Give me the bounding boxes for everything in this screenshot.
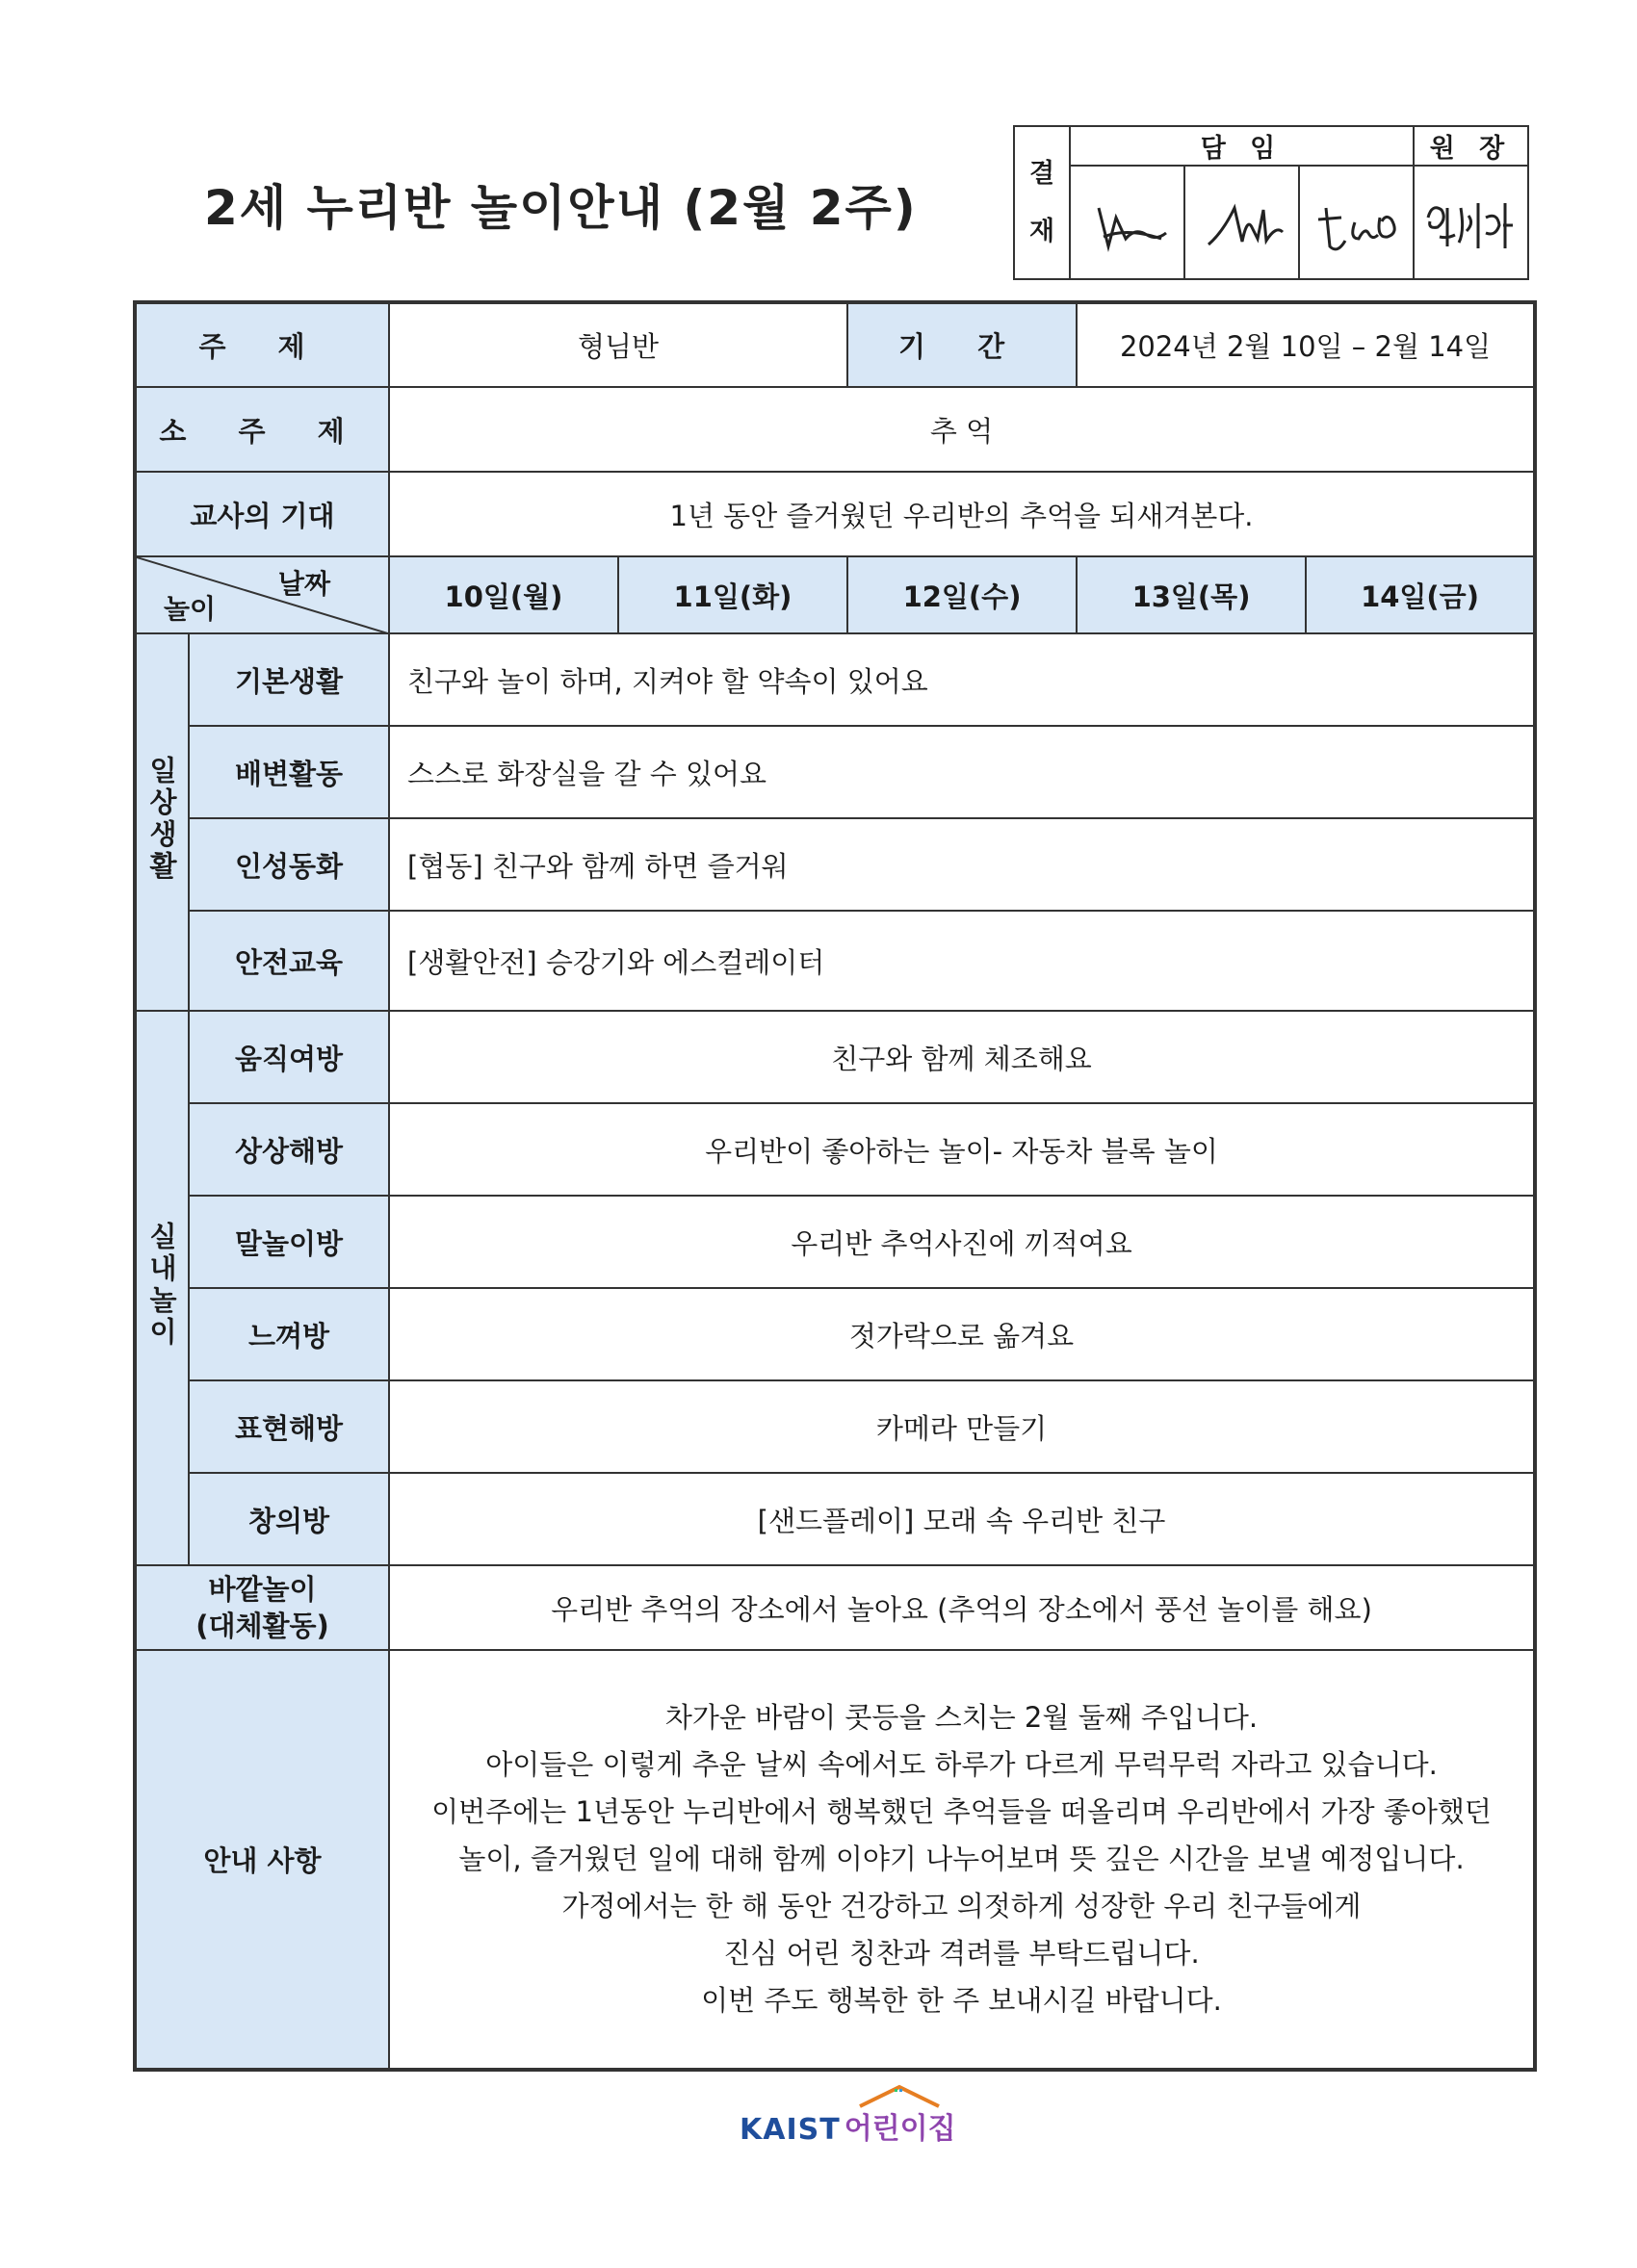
notice-line: 놀이, 즐거웠던 일에 대해 함께 이야기 나누어보며 뜻 깊은 시간을 보낼 예정입니다. — [458, 1843, 1465, 1875]
row-value: 친구와 놀이 하며, 지켜야 할 약속이 있어요 — [389, 633, 1535, 726]
subtheme-value: 추 억 — [389, 387, 1535, 472]
row-value: 우리반 추억사진에 끼적여요 — [389, 1196, 1535, 1288]
row-label: 움직여방 — [189, 1011, 389, 1103]
row-value: 스스로 화장실을 갈 수 있어요 — [389, 726, 1535, 818]
approval-box — [1013, 125, 1529, 280]
teacher-expectation-value: 1년 동안 즐거웠던 우리반의 추억을 되새겨본다. — [389, 472, 1535, 556]
teacher-expectation-label: 교사의 기대 — [135, 472, 389, 556]
weekly-plan-table — [133, 300, 1537, 2072]
approval-side-label-2: 재 — [1028, 216, 1055, 246]
homeroom-signature-2 — [1184, 166, 1299, 279]
play-label: 놀이 — [164, 593, 217, 625]
row-value: 카메라 만들기 — [389, 1380, 1535, 1473]
row-label: 배변활동 — [189, 726, 389, 818]
day-header: 12일(수) — [847, 556, 1077, 633]
row-label: 기본생활 — [189, 633, 389, 726]
director-header: 원 장 — [1414, 126, 1528, 166]
indoor-group-label: 실내놀이 — [135, 1011, 189, 1565]
row-label: 인성동화 — [189, 818, 389, 911]
notice-line: 이번 주도 행복한 한 주 보내시길 바랍니다. — [701, 1984, 1222, 2017]
row-label: 말놀이방 — [189, 1196, 389, 1288]
row-value: 젓가락으로 옮겨요 — [389, 1288, 1535, 1380]
date-play-corner — [135, 556, 389, 633]
subtheme-label: 소 주 제 — [135, 387, 389, 472]
row-label: 표현해방 — [189, 1380, 389, 1473]
page-title: 2세 누리반 놀이안내 (2월 2주) — [204, 180, 918, 236]
date-label: 날짜 — [277, 568, 330, 600]
row-value: [샌드플레이] 모래 속 우리반 친구 — [389, 1473, 1535, 1565]
notice-line: 진심 어린 칭찬과 격려를 부탁드립니다. — [723, 1937, 1200, 1970]
notice-line: 이번주에는 1년동안 누리반에서 행복했던 추억들을 떠올리며 우리반에서 가장 좋아했던 — [431, 1795, 1492, 1828]
notice-line: 차가운 바람이 콧등을 스치는 2월 둘째 주입니다. — [664, 1701, 1259, 1734]
row-value: [협동] 친구와 함께 하면 즐거워 — [389, 818, 1535, 911]
theme-value: 형님반 — [389, 302, 847, 387]
notice-line: 아이들은 이렇게 추운 날씨 속에서도 하루가 다르게 무럭무럭 자라고 있습니다. — [485, 1748, 1438, 1781]
row-value: 우리반이 좋아하는 놀이- 자동차 블록 놀이 — [389, 1103, 1535, 1196]
outdoor-label — [135, 1565, 389, 1650]
row-label: 안전교육 — [189, 911, 389, 1011]
house-roof-icon — [856, 2083, 943, 2108]
day-header: 14일(금) — [1306, 556, 1535, 633]
period-label: 기 간 — [847, 302, 1077, 387]
row-value: 친구와 함께 체조해요 — [389, 1011, 1535, 1103]
approval-side-label-1: 결 — [1028, 158, 1055, 189]
notice-line: 가정에서는 한 해 동안 건강하고 의젓하게 성장한 우리 친구들에게 — [561, 1890, 1362, 1922]
day-header: 13일(목) — [1077, 556, 1306, 633]
daily-life-group-label: 일상생활 — [135, 633, 189, 1011]
notice-content — [389, 1650, 1535, 2070]
period-value: 2024년 2월 10일 – 2월 14일 — [1077, 302, 1535, 387]
notice-label: 안내 사항 — [135, 1650, 389, 2070]
outdoor-value: 우리반 추억의 장소에서 놀아요 (추억의 장소에서 풍선 놀이를 해요) — [389, 1565, 1535, 1650]
day-header: 11일(화) — [618, 556, 847, 633]
row-label: 느껴방 — [189, 1288, 389, 1380]
logo-name: 어린이집 — [844, 2104, 956, 2147]
homeroom-signature-3 — [1299, 166, 1414, 279]
logo-brand: KAIST — [740, 2113, 841, 2147]
kaist-daycare-logo — [740, 2104, 956, 2147]
outdoor-label-line-1: 바깥놀이 — [208, 1573, 317, 1606]
homeroom-header: 담 임 — [1070, 126, 1414, 166]
row-label: 상상해방 — [189, 1103, 389, 1196]
homeroom-signature-1 — [1070, 166, 1184, 279]
approval-side-label — [1014, 126, 1070, 279]
row-value: [생활안전] 승강기와 에스컬레이터 — [389, 911, 1535, 1011]
day-header: 10일(월) — [389, 556, 618, 633]
director-signature — [1414, 166, 1528, 279]
outdoor-label-line-2: (대체활동) — [195, 1610, 329, 1642]
theme-label: 주 제 — [135, 302, 389, 387]
row-label: 창의방 — [189, 1473, 389, 1565]
